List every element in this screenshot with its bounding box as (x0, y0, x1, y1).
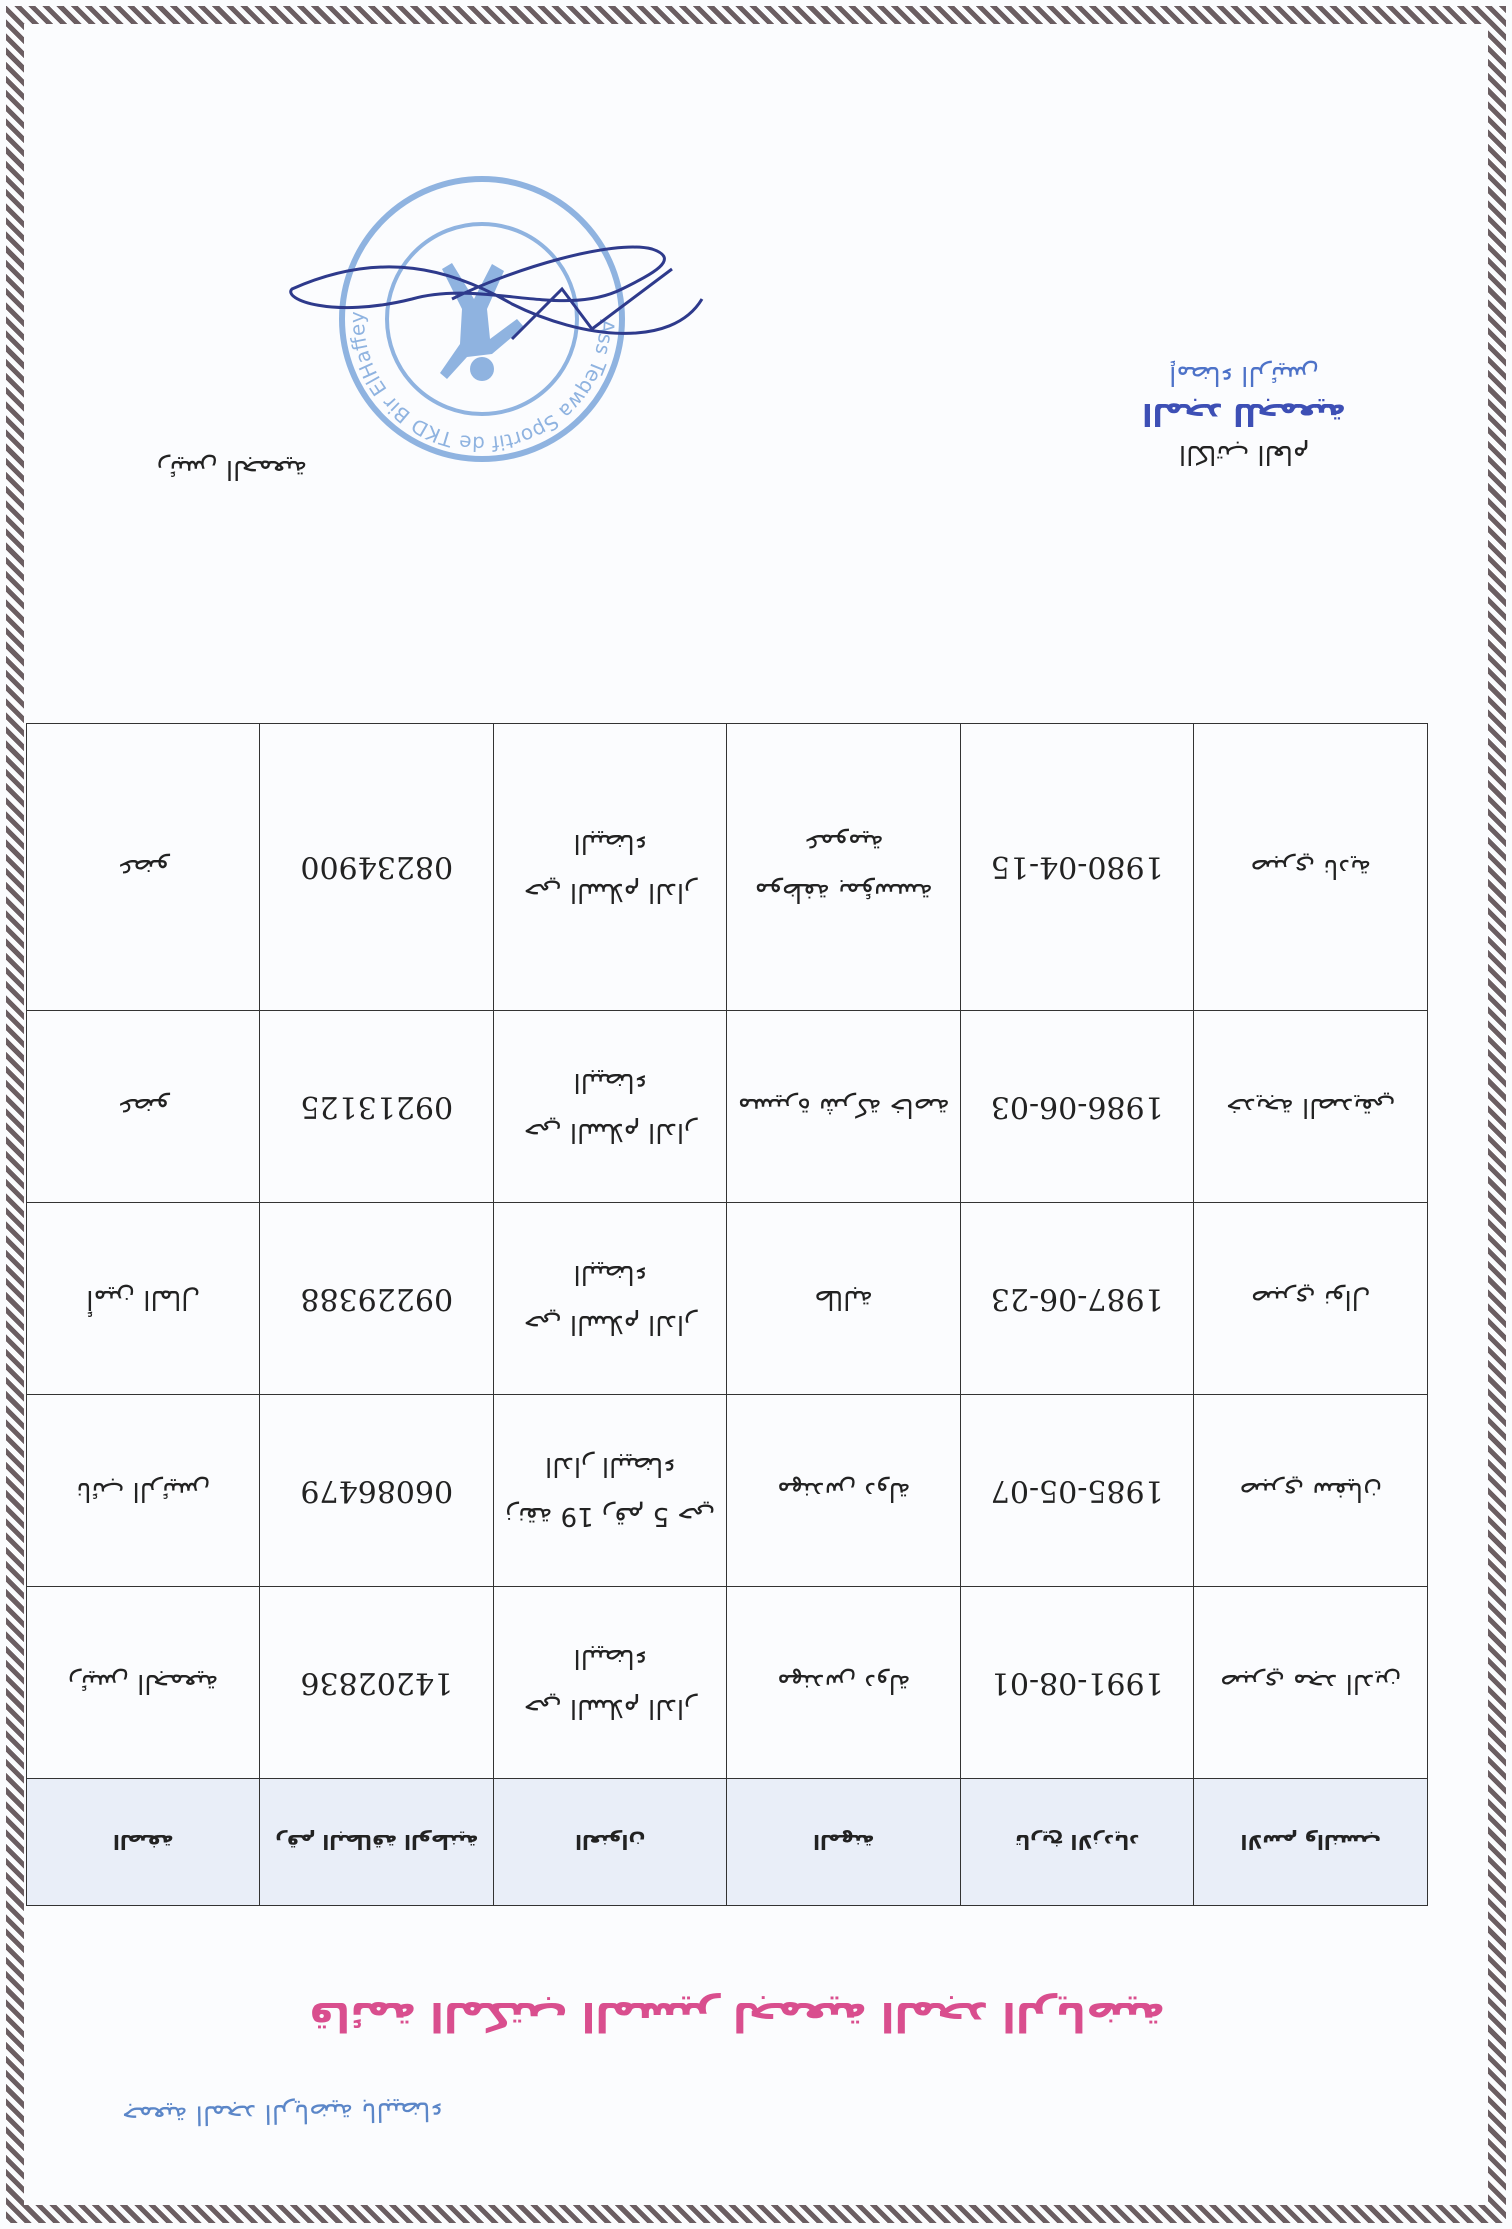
cell-id: 08234900 (260, 724, 494, 1011)
cell-job: مهندس دولة (727, 1587, 961, 1779)
cell-role: نائب الرئيس (27, 1395, 261, 1587)
cell-id: 09213125 (260, 1011, 494, 1203)
table-row (27, 1011, 1428, 1203)
cell-role: رئيس الجمعية (27, 1587, 261, 1779)
table-header-row (27, 1779, 1428, 1906)
cell-address: حي السلام الدار البيضاء (494, 1203, 728, 1395)
col-dob: تاريخ الازدياد (961, 1779, 1195, 1906)
cell-address: حي السلام الدار البيضاء (494, 1587, 728, 1779)
cell-dob: 1980-04-15 (961, 724, 1195, 1011)
members-table (26, 723, 1428, 1906)
handwritten-signature (282, 229, 712, 359)
cell-job: طالبة (727, 1203, 961, 1395)
signature-label-right: رئيس الجمعية (156, 454, 308, 484)
col-name: الاسم والنسب (1194, 1779, 1428, 1906)
cell-name: صبري سفيان (1194, 1395, 1428, 1587)
stamp-text: Ass Teqwa Sportif de TKD Bir ElHaffey (344, 311, 620, 457)
signature-sub-left: إمضاء الرئيس (1169, 360, 1319, 390)
cell-job: موظفة بمؤسسة عمومية (727, 724, 961, 1011)
table-row (27, 1395, 1428, 1587)
cell-dob: 1985-05-07 (961, 1395, 1195, 1587)
page-title: قائمة المكتب المسير لجمعية المجد الرياضية (308, 1993, 1166, 2039)
table-row (27, 1587, 1428, 1779)
table-row (27, 724, 1428, 1011)
cell-job: مهندس دولة (727, 1395, 961, 1587)
cell-dob: 1987-06-23 (961, 1203, 1195, 1395)
cell-name: صبري نادية (1194, 724, 1428, 1011)
col-role: الصفة (27, 1779, 261, 1906)
cell-role: عضو (27, 1011, 261, 1203)
cell-id: 06086479 (260, 1395, 494, 1587)
cell-address: حي السلام الدار البيضاء (494, 724, 728, 1011)
col-job: المهنة (727, 1779, 961, 1906)
cell-address: حي السلام الدار البيضاء (494, 1011, 728, 1203)
signature-label-left: الكاتب العام (1178, 439, 1310, 469)
signature-name-left: المجد للجمعية (1142, 396, 1346, 431)
col-address: العنوان (494, 1779, 728, 1906)
cell-address: زنقة 19 رقم 5 حي الدار البيضاء (494, 1395, 728, 1587)
table-row (27, 1203, 1428, 1395)
cell-id: 14202836 (260, 1587, 494, 1779)
cell-name: صبري نوال (1194, 1203, 1428, 1395)
cell-role: أمين المال (27, 1203, 261, 1395)
cell-dob: 1991-08-01 (961, 1587, 1195, 1779)
signature-block-left (1084, 360, 1404, 469)
cell-name: خديجة الصديقي (1194, 1011, 1428, 1203)
cell-role: عضو (27, 724, 261, 1011)
cell-name: صبري مجد الدين (1194, 1587, 1428, 1779)
col-id: رقم البطاقة الوطنية (260, 1779, 494, 1906)
cell-id: 09229388 (260, 1203, 494, 1395)
cell-dob: 1986-06-03 (961, 1011, 1195, 1203)
cell-job: مسيرة شركة خاصة (727, 1011, 961, 1203)
header-note: جمعية المجد الرياضية بالبيضاء (121, 2095, 444, 2131)
